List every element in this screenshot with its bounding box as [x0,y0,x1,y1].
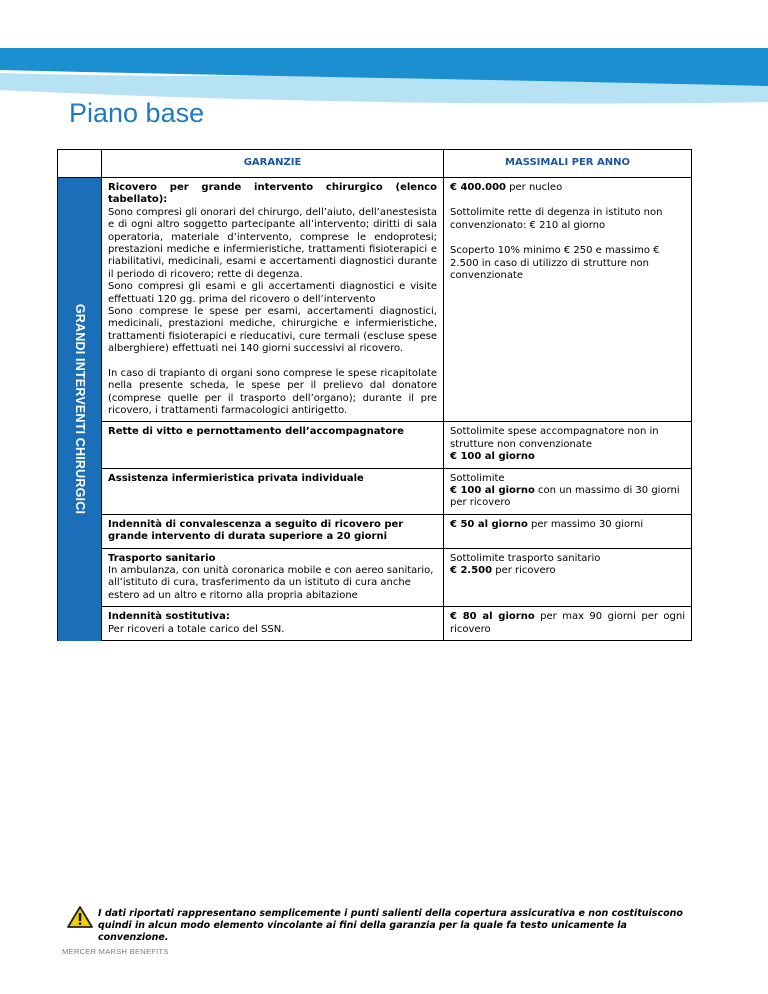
garanzia-title: Trasporto sanitario [108,552,216,564]
garanzia-cell [102,468,444,514]
massimale-text: Sottolimite [450,472,505,484]
massimale-cell [444,178,692,422]
garanzia-text: In caso di trapianto di organi sono comprese le spese ricapitolate nella presente scheda, le spese per il prelievo dal donatore (comprese quelle per il trasporto dell’organo); durante il pre ricovero, i trattamenti farmacologici antirigetto. [108,367,437,416]
massimale-amount: € 80 al giorno [450,611,535,623]
table-header-row [58,150,692,178]
warning-icon [67,905,93,929]
massimale-text: con un massimo di 30 giorni per ricovero [450,484,680,509]
massimale-text: per max 90 giorni per ogni ricovero [450,611,685,635]
garanzia-text: Sono comprese le spese per esami, accertamenti diagnostici, medicinali, prestazioni mediche, chirurgiche e infermieristiche, trattamenti fisioterapici e rieducativi, cure termali (escluse spese alberghiere) effettuati nei 140 giorni successivi al ricovero. [108,306,437,355]
coverage-table [57,149,692,641]
side-label-cell [58,178,102,641]
table-row [58,468,692,514]
side-label: GRANDI INTERVENTI CHIRURGICI [72,304,87,515]
massimale-cell [444,468,692,514]
table-row [58,422,692,468]
massimale-text: Sottolimite spese accompagnatore non in strutture non convenzionate [450,426,659,450]
garanzia-text: Sono compresi gli esami e gli accertamenti diagnostici e visite effettuati 120 gg. prima del ricovero o dell’intervento [108,281,437,305]
massimale-text: Sottolimite rette di degenza in istituto non convenzionato: € 210 al giorno [450,207,663,231]
massimale-text: Sottolimite trasporto sanitario [450,552,601,564]
table-row [58,607,692,641]
table-row [58,178,692,360]
garanzia-text: In ambulanza, con unità coronarica mobile e con aereo sanitario, all’istituto di cura, trasferimento da un istituto di cura anche estero ad un altro e ritorno alla propria abitazione [108,564,434,601]
massimale-cell [444,514,692,548]
massimale-amount: € 2.500 [450,564,493,576]
table-row [58,514,692,548]
massimale-text: per massimo 30 giorni [527,518,644,530]
garanzia-title: Rette di vitto e pernottamento dell’accompagnatore [108,426,404,438]
massimale-cell [444,422,692,468]
disclaimer-text: I dati riportati rappresentano semplicemente i punti salienti della copertura assicurativa e non costituiscono quindi in alcun modo elemento vincolante ai fini della garanzia per la quale fa testo unicamente la convenzione. [98,908,683,943]
massimale-amount: € 400.000 [450,182,506,193]
massimale-amount: € 100 al giorno [450,484,535,496]
garanzia-title: Ricovero per grande intervento chirurgico (elenco tabellato): [108,182,437,206]
garanzia-cell [102,548,444,607]
massimale-cell [444,548,692,607]
garanzia-cell [102,422,444,468]
garanzia-cell [102,607,444,641]
garanzia-title: Indennità di convalescenza a seguito di ricovero per grande intervento di durata superiore a 20 giorni [108,518,404,543]
garanzia-cell [102,360,444,422]
footer-brand: MERCER MARSH BENEFITS [62,947,169,956]
massimale-amount: € 100 al giorno [450,451,535,463]
massimale-cell [444,607,692,641]
table-row [58,548,692,607]
massimale-amount: € 50 al giorno [450,518,528,530]
massimale-text: per nucleo [506,182,563,193]
header-massimali: MASSIMALI PER ANNO [444,150,692,178]
header-garanzie: GARANZIE [102,150,444,178]
garanzia-text: Per ricoveri a totale carico del SSN. [108,623,285,635]
garanzia-title: Indennità sostitutiva: [108,611,230,623]
page-title: Piano base [69,98,205,128]
massimale-text: per ricovero [492,564,556,576]
garanzia-text: Sono compresi gli onorari del chirurgo, dell’aiuto, dell’anestesista e di ogni altro soggetto partecipante all’intervento; diritti di sala operatoria, materiale d’intervento, comprese le endoprotesi; prestazioni mediche e infermieristiche, trattamenti fisioterapici e riabilitativi, medicinali, esami e accertamenti diagnostici durante il periodo di ricovero; rette di degenza. [108,206,437,280]
garanzia-cell [102,514,444,548]
garanzia-title: Assistenza infermieristica privata individuale [108,472,364,484]
header-blank-cell [58,150,102,178]
garanzia-cell [102,178,444,360]
massimale-text: Scoperto 10% minimo € 250 e massimo € 2.500 in caso di utilizzo di strutture non convenzionate [450,245,660,282]
